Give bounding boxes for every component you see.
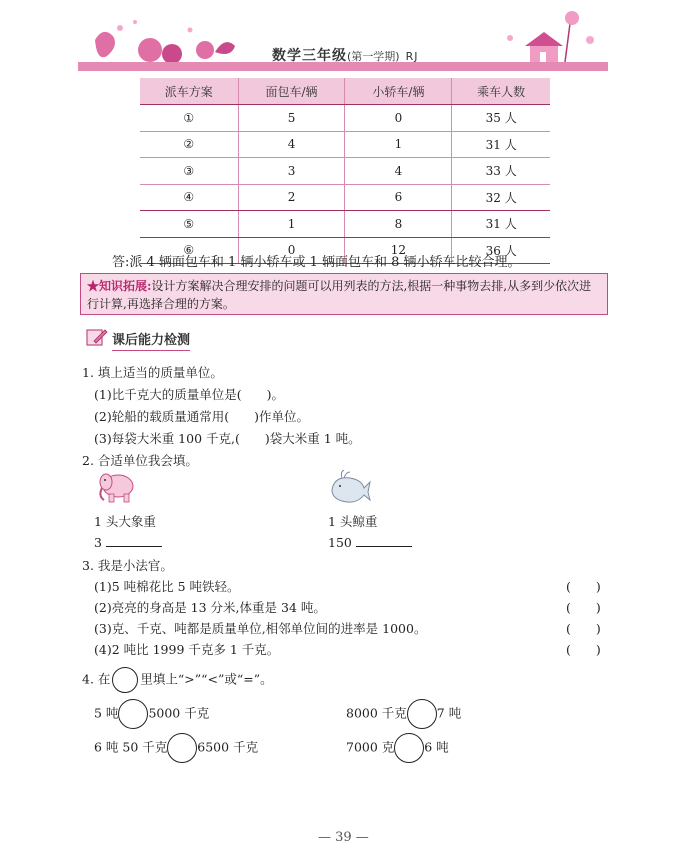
table-cell: 36 人 <box>452 237 550 264</box>
table-cell: 3 <box>238 158 345 185</box>
circle-icon <box>112 667 138 693</box>
compare-item: 6 吨 50 千克 6500 千克 <box>94 733 258 763</box>
question-1-item: (3)每袋大米重 100 千克,( )袋大米重 1 吨。 <box>94 431 361 446</box>
table-cell: ⑥ <box>140 237 238 264</box>
table-cell: 2 <box>238 184 345 211</box>
page-header-title: 数学三年级(第一学期) RJ <box>272 48 419 64</box>
table-cell: 1 <box>345 131 452 158</box>
table-row <box>140 105 550 132</box>
table-cell: 32 人 <box>452 184 550 211</box>
elephant-answer <box>94 534 162 550</box>
section-title: 课后能力检测 <box>112 329 190 351</box>
table-cell: 35 人 <box>452 105 550 132</box>
elephant-value: 3 <box>94 535 102 550</box>
compare-circle[interactable] <box>167 733 197 763</box>
whale-blank[interactable] <box>356 534 412 547</box>
whale-icon <box>328 470 372 504</box>
table-cell: 4 <box>345 158 452 185</box>
page-number: — 39 — <box>318 830 369 845</box>
table-cell: ③ <box>140 158 238 185</box>
compare-item: 7000 克 6 吨 <box>346 733 449 763</box>
table-cell: 5 <box>238 105 345 132</box>
table-cell: 31 人 <box>452 131 550 158</box>
tip-text: 设计方案解决合理安排的问题可以用列表的方法,根据一种事物去排,从多到少依次进行计算,再选择合理的方案。 <box>87 279 592 311</box>
table-row <box>140 211 550 238</box>
compare-item: 5 吨 5000 千克 <box>94 699 209 729</box>
edition-label: RJ <box>405 50 419 63</box>
table-cell: ① <box>140 105 238 132</box>
judge-parentheses[interactable]: ( ) <box>566 621 601 636</box>
semester-label: (第一学期) <box>347 50 400 63</box>
table-row <box>140 184 550 211</box>
answer-text: 答:派 4 辆面包车和 1 辆小轿车或 1 辆面包车和 8 辆小轿车比较合理。 <box>112 255 521 270</box>
whale-label: 1 头鲸重 <box>328 514 378 529</box>
table-cell: 4 <box>238 131 345 158</box>
table-cell: 1 <box>238 211 345 238</box>
table-cell: 12 <box>345 237 452 264</box>
question-3-item: (3)克、千克、吨都是质量单位,相邻单位间的进率是 1000。 <box>94 621 427 636</box>
elephant-label: 1 头大象重 <box>94 514 156 529</box>
table-header-cell: 乘车人数 <box>452 78 550 105</box>
question-2-title: 2. 合适单位我会填。 <box>82 453 198 468</box>
table-row <box>140 158 550 185</box>
table-cell: ④ <box>140 184 238 211</box>
table-cell: 6 <box>345 184 452 211</box>
dispatch-plan-table <box>140 78 550 264</box>
question-3-title: 3. 我是小法官。 <box>82 558 173 573</box>
judge-parentheses[interactable]: ( ) <box>566 579 601 594</box>
table-header-row <box>140 78 550 105</box>
question-3-item: (2)亮亮的身高是 13 分米,体重是 34 吨。 <box>94 600 326 615</box>
knowledge-tip-box <box>80 273 608 315</box>
compare-circle[interactable] <box>118 699 148 729</box>
question-1-item: (1)比千克大的质量单位是( )。 <box>94 387 284 402</box>
question-1-title: 1. 填上适当的质量单位。 <box>82 365 223 380</box>
table-header-cell: 派车方案 <box>140 78 238 105</box>
compare-circle[interactable] <box>394 733 424 763</box>
question-3-item: (1)5 吨棉花比 5 吨铁轻。 <box>94 579 240 594</box>
whale-value: 150 <box>328 535 352 550</box>
pencil-note-icon <box>86 327 108 347</box>
table-header-cell: 小轿车/辆 <box>345 78 452 105</box>
compare-circle[interactable] <box>407 699 437 729</box>
compare-item: 8000 千克 7 吨 <box>346 699 461 729</box>
table-cell: 8 <box>345 211 452 238</box>
question-3-item: (4)2 吨比 1999 千克多 1 千克。 <box>94 642 280 657</box>
question-1-item: (2)轮船的载质量通常用( )作单位。 <box>94 409 309 424</box>
table-cell: 31 人 <box>452 211 550 238</box>
table-cell: ⑤ <box>140 211 238 238</box>
tip-tag: ★知识拓展: <box>87 279 152 293</box>
table-cell: 0 <box>238 237 345 264</box>
judge-parentheses[interactable]: ( ) <box>566 642 601 657</box>
elephant-icon <box>96 470 138 504</box>
judge-parentheses[interactable]: ( ) <box>566 600 601 615</box>
table-cell: 0 <box>345 105 452 132</box>
table-row <box>140 131 550 158</box>
elephant-blank[interactable] <box>106 534 162 547</box>
question-4-title: 4. 在 里填上“>”“<”或“=”。 <box>82 667 273 693</box>
table-cell: ② <box>140 131 238 158</box>
table-cell: 33 人 <box>452 158 550 185</box>
whale-answer <box>328 534 412 550</box>
table-header-cell: 面包车/辆 <box>238 78 345 105</box>
